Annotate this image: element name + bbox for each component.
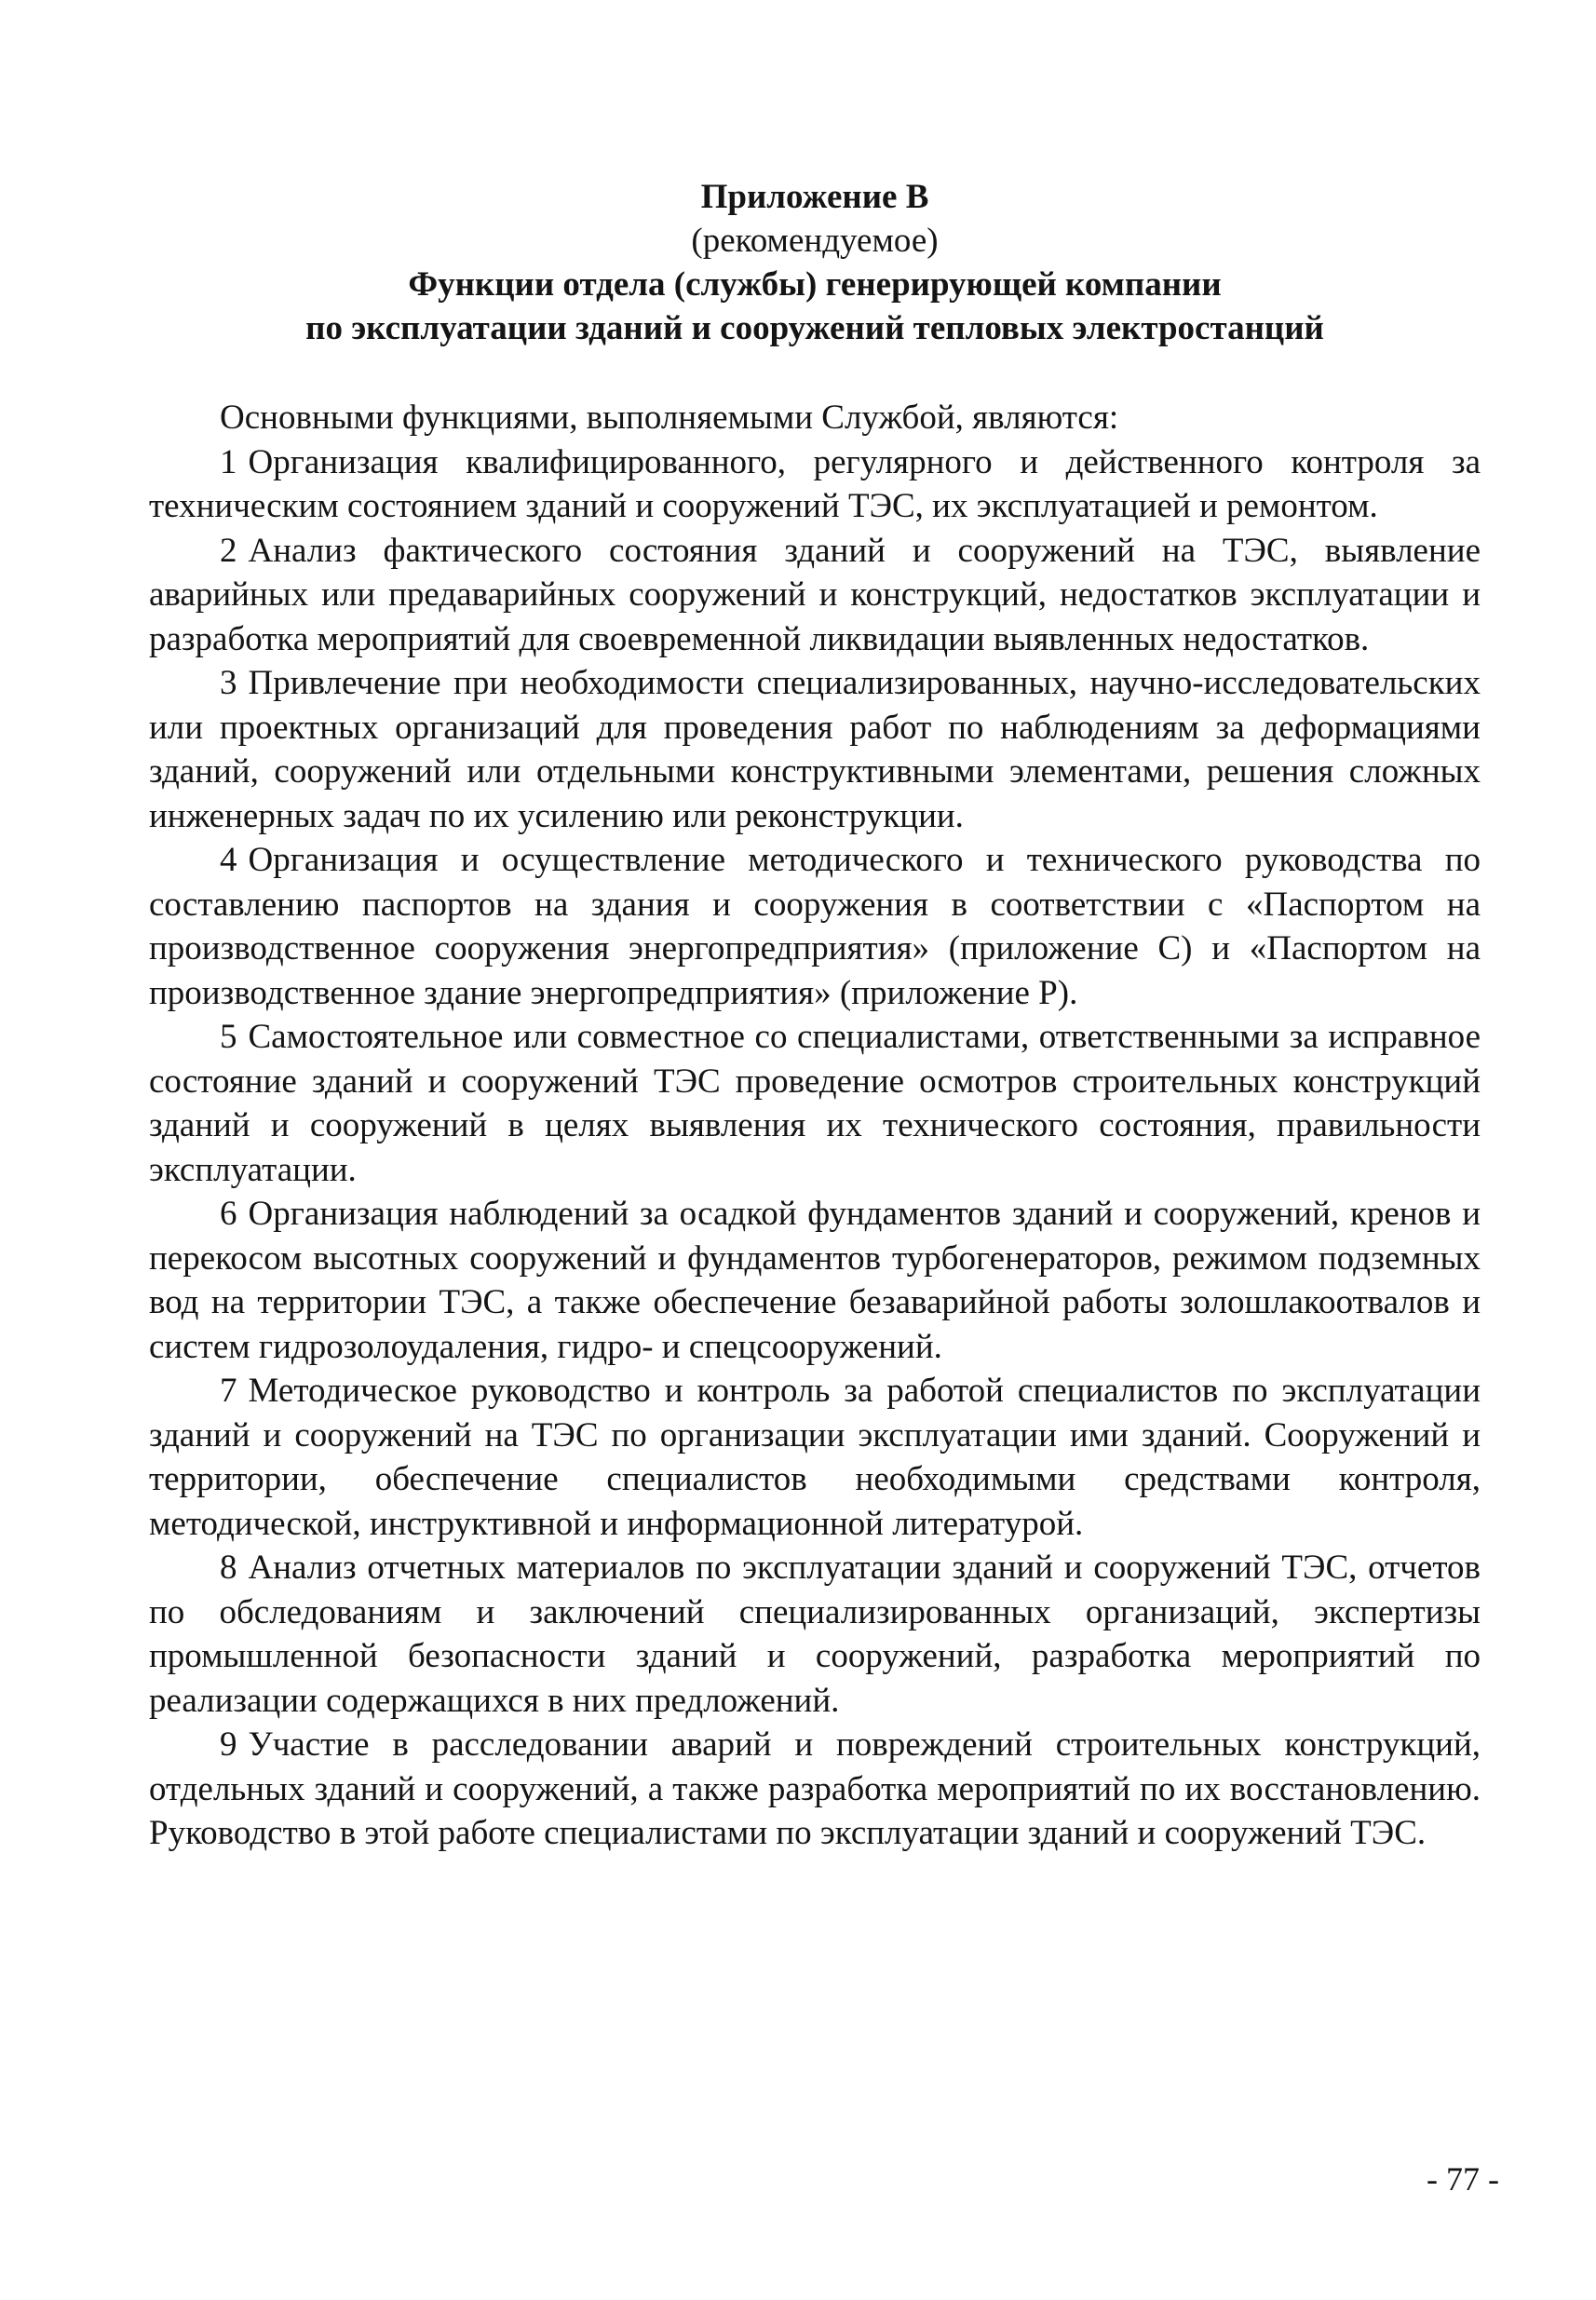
item-text: Организация наблюдений за осадкой фундаментов зданий и сооружений, кренов и перекосом высотных сооружений и фундаментов турбогенераторов, режимом подземных вод на территории ТЭС, а также обеспечение безаварийной работы золошлакоотвалов и систем гидрозолоудаления, гидро- и спецсооружений. <box>149 1195 1481 1366</box>
item-text: Организация квалифицированного, регулярного и действенного контроля за техническим состоянием зданий и сооружений ТЭС, их эксплуатацией и ремонтом. <box>149 442 1481 525</box>
appendix-label: Приложение В <box>700 178 929 216</box>
appendix-title-line-2: по эксплуатации зданий и сооружений тепловых электростанций <box>305 309 1324 347</box>
item-text: Привлечение при необходимости специализированных, научно-исследовательских или проектных организаций для проведения работ по наблюдениям за деформациями зданий, сооружений или отдельными конструктивными элементами, решения сложных инженерных задач по их усилению или реконструкции. <box>149 664 1481 835</box>
item-text: Организация и осуществление методического и технического руководства по составлению паспортов на здания и сооружения в соответствии с «Паспортом на производственное сооружения энергопредприятия» (приложение С) и «Паспортом на производственное здание энергопредприятия» (приложение Р). <box>149 841 1481 1012</box>
item-text: Анализ фактического состояния зданий и сооружений на ТЭС, выявление аварийных или предаварийных сооружений и конструкций, недостатков эксплуатации и разработка мероприятий для своевременной ликвидации выявленных недостатков. <box>149 531 1481 658</box>
list-item <box>149 440 1481 529</box>
item-text: Участие в расследовании аварий и повреждений строительных конструкций, отдельных зданий и сооружений, а также разработка мероприятий по их восстановлению. Руководство в этой работе специалистами по эксплуатации зданий и сооружений ТЭС. <box>149 1725 1481 1852</box>
item-number: 8 <box>220 1549 237 1587</box>
item-text: Самостоятельное или совместное со специалистами, ответственными за исправное состояние зданий и сооружений ТЭС проведение осмотров строительных конструкций зданий и сооружений в целях выявления их технического состояния, правильности эксплуатации. <box>149 1018 1481 1189</box>
item-text: Методическое руководство и контроль за работой специалистов по эксплуатации зданий и сооружений на ТЭС по организации эксплуатации ими зданий. Сооружений и территории, обеспечение специалистов необходимыми средствами контроля, методической, инструктивной и информационной литературой. <box>149 1372 1481 1543</box>
appendix-status: (рекомендуемое) <box>691 222 939 260</box>
appendix-header <box>149 175 1481 350</box>
list-item <box>149 1192 1481 1369</box>
page-number: - 77 - <box>1427 2160 1499 2198</box>
list-item <box>149 838 1481 1015</box>
list-item <box>149 529 1481 662</box>
item-number: 2 <box>220 531 237 570</box>
appendix-title-line-1: Функции отдела (службы) генерирующей компании <box>408 265 1222 304</box>
item-number: 4 <box>220 841 237 879</box>
item-number: 1 <box>220 442 237 481</box>
list-item <box>149 1546 1481 1723</box>
item-number: 9 <box>220 1725 237 1764</box>
list-item <box>149 1723 1481 1856</box>
list-item <box>149 661 1481 838</box>
item-text: Анализ отчетных материалов по эксплуатации зданий и сооружений ТЭС, отчетов по обследованиям и заключений специализированных организаций, экспертизы промышленной безопасности зданий и сооружений, разработка мероприятий по реализации содержащихся в них предложений. <box>149 1549 1481 1720</box>
list-item <box>149 1015 1481 1192</box>
item-number: 3 <box>220 664 237 702</box>
intro-paragraph: Основными функциями, выполняемыми Службой, являются: <box>220 399 1119 437</box>
list-item <box>149 1369 1481 1546</box>
document-body <box>149 396 1481 1856</box>
item-number: 7 <box>220 1372 237 1410</box>
item-number: 5 <box>220 1018 237 1056</box>
item-number: 6 <box>220 1195 237 1233</box>
